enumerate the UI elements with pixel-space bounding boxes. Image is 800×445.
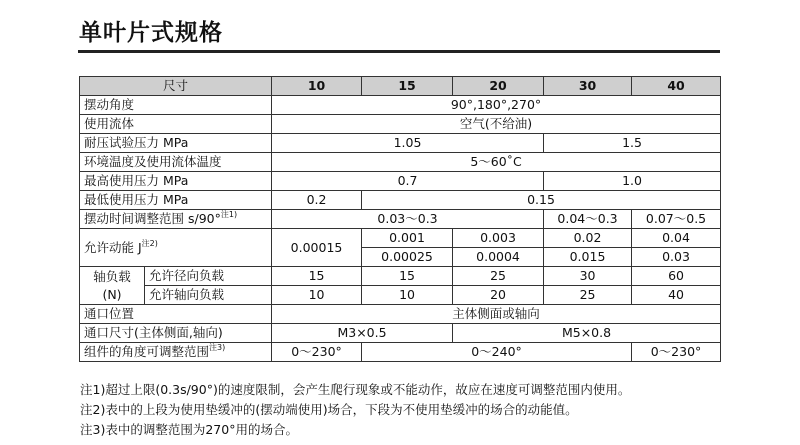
min-pressure-value-10: 0.2 — [272, 191, 362, 210]
title-underline — [78, 50, 720, 53]
radial-load-label: 允许径向负载 — [145, 267, 272, 286]
radial-load-40: 60 — [632, 267, 721, 286]
angle-range-value-15-30: 0～240° — [362, 343, 632, 362]
angle-range-value-40: 0～230° — [632, 343, 721, 362]
swing-angle-value: 90°,180°,270° — [272, 96, 721, 115]
port-size-label: 通口尺寸(主体侧面,轴向) — [80, 324, 272, 343]
kinetic-energy-upper-40: 0.04 — [632, 229, 721, 248]
header-row — [80, 77, 721, 96]
kinetic-energy-label-text: 允许动能 J — [84, 239, 142, 255]
header-size-label: 尺寸 — [80, 77, 272, 96]
row-kinetic-energy-upper — [80, 229, 721, 248]
row-fluid — [80, 115, 721, 134]
row-axial-load — [80, 286, 721, 305]
port-size-value-large: M5×0.8 — [453, 324, 721, 343]
fluid-value: 空气(不给油) — [272, 115, 721, 134]
axial-load-20: 20 — [453, 286, 544, 305]
header-size-40: 40 — [632, 77, 721, 96]
axial-load-15: 10 — [362, 286, 453, 305]
radial-load-30: 30 — [544, 267, 632, 286]
angle-range-label-text: 组件的角度可调整范围 — [84, 344, 210, 359]
temperature-value: 5～60˚C — [272, 153, 721, 172]
shaft-load-label — [80, 267, 145, 305]
min-pressure-label: 最低使用压力 MPa — [80, 191, 272, 210]
header-size-15: 15 — [362, 77, 453, 96]
kinetic-energy-lower-40: 0.03 — [632, 248, 721, 267]
swing-time-label-text: 摆动时间调整范围 s/90° — [84, 211, 221, 226]
row-radial-load — [80, 267, 721, 286]
fluid-label: 使用流体 — [80, 115, 272, 134]
port-size-value-small: M3×0.5 — [272, 324, 453, 343]
page-title: 单叶片式规格 — [79, 20, 223, 46]
swing-angle-label: 摆动角度 — [80, 96, 272, 115]
angle-range-label — [80, 343, 272, 362]
radial-load-15: 15 — [362, 267, 453, 286]
row-temperature — [80, 153, 721, 172]
swing-time-value-10-20: 0.03～0.3 — [272, 210, 544, 229]
axial-load-10: 10 — [272, 286, 362, 305]
spec-table — [79, 76, 721, 362]
footnote-3: 注3)表中的调整范围为270°用的场合。 — [80, 422, 298, 437]
row-max-pressure — [80, 172, 721, 191]
kinetic-energy-lower-20: 0.0004 — [453, 248, 544, 267]
kinetic-energy-size10: 0.00015 — [272, 229, 362, 267]
axial-load-label: 允许轴向负载 — [145, 286, 272, 305]
row-swing-angle — [80, 96, 721, 115]
axial-load-30: 25 — [544, 286, 632, 305]
header-size-20: 20 — [453, 77, 544, 96]
footnote-2: 注2)表中的上段为使用垫缓冲的(摆动端使用)场合，下段为不使用垫缓冲的场合的动能值。 — [80, 402, 578, 417]
max-pressure-label: 最高使用压力 MPa — [80, 172, 272, 191]
axial-load-40: 40 — [632, 286, 721, 305]
port-position-value: 主体侧面或轴向 — [272, 305, 721, 324]
max-pressure-value-large: 1.0 — [544, 172, 721, 191]
kinetic-energy-upper-30: 0.02 — [544, 229, 632, 248]
swing-time-note-ref: 注1) — [220, 210, 238, 219]
row-port-size — [80, 324, 721, 343]
kinetic-energy-upper-20: 0.003 — [453, 229, 544, 248]
proof-pressure-value-small: 1.05 — [272, 134, 544, 153]
min-pressure-value-rest: 0.15 — [362, 191, 721, 210]
footnote-1: 注1)超过上限(0.3s/90°)的速度限制，会产生爬行现象或不能动作，故应在速度可调整范围内使用。 — [80, 382, 631, 397]
radial-load-10: 15 — [272, 267, 362, 286]
angle-range-value-10: 0～230° — [272, 343, 362, 362]
row-port-position — [80, 305, 721, 324]
row-min-pressure — [80, 191, 721, 210]
proof-pressure-value-large: 1.5 — [544, 134, 721, 153]
port-position-label: 通口位置 — [80, 305, 272, 324]
header-size-30: 30 — [544, 77, 632, 96]
row-swing-time — [80, 210, 721, 229]
kinetic-energy-lower-15: 0.00025 — [362, 248, 453, 267]
footnotes — [80, 380, 630, 440]
kinetic-energy-lower-30: 0.015 — [544, 248, 632, 267]
kinetic-energy-upper-15: 0.001 — [362, 229, 453, 248]
swing-time-value-30: 0.04～0.3 — [544, 210, 632, 229]
shaft-load-label-unit: (N) — [102, 286, 122, 302]
temperature-label: 环境温度及使用流体温度 — [80, 153, 272, 172]
kinetic-energy-note-ref: 注2) — [141, 238, 158, 248]
row-angle-range — [80, 343, 721, 362]
swing-time-value-40: 0.07～0.5 — [632, 210, 721, 229]
kinetic-energy-label — [80, 229, 272, 267]
proof-pressure-label: 耐压试验压力 MPa — [80, 134, 272, 153]
radial-load-20: 25 — [453, 267, 544, 286]
max-pressure-value-small: 0.7 — [272, 172, 544, 191]
header-size-10: 10 — [272, 77, 362, 96]
row-proof-pressure — [80, 134, 721, 153]
swing-time-label — [80, 210, 272, 229]
shaft-load-label-line1: 轴负载 — [93, 268, 131, 284]
angle-range-note-ref: 注3) — [209, 343, 226, 352]
